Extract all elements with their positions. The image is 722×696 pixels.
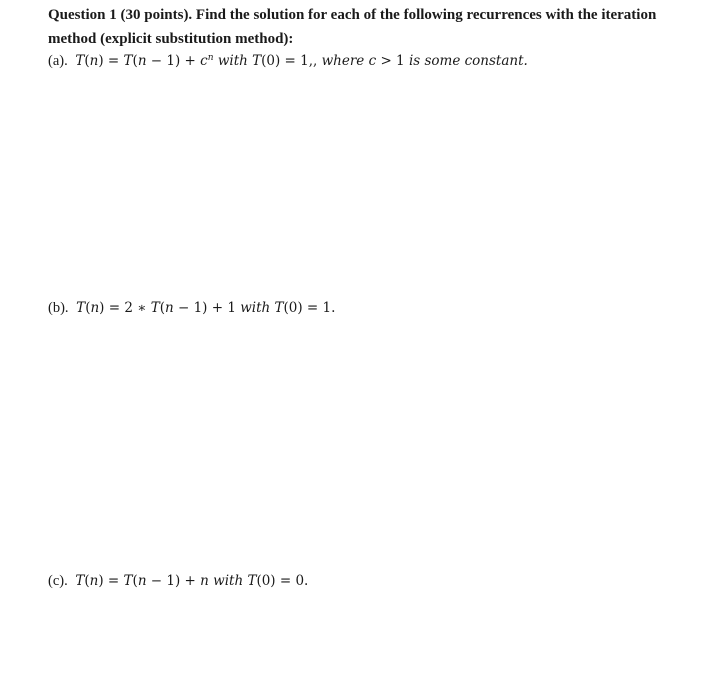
part-a-recurrence: $T(n) = T(n - 1) + c^n$ with T(0) = 1,, where c > 1 is some constant. xyxy=(75,53,528,69)
part-a xyxy=(48,51,528,71)
question-heading: Question 1 (30 points). Find the solution for each of the following recurrences with the iteration method (explicit substitution method): xyxy=(48,7,657,47)
part-b-recurrence: T(n) = 2 ∗ T(n − 1) + 1 with T(0) = 1. xyxy=(76,300,336,316)
part-c-label: (c). xyxy=(48,573,68,589)
part-b xyxy=(48,298,335,318)
part-b-label: (b). xyxy=(48,300,69,316)
part-c xyxy=(48,571,308,591)
part-c-recurrence: T(n) = T(n − 1) + n with T(0) = 0. xyxy=(75,573,309,589)
part-a-label: (a). xyxy=(48,53,68,69)
